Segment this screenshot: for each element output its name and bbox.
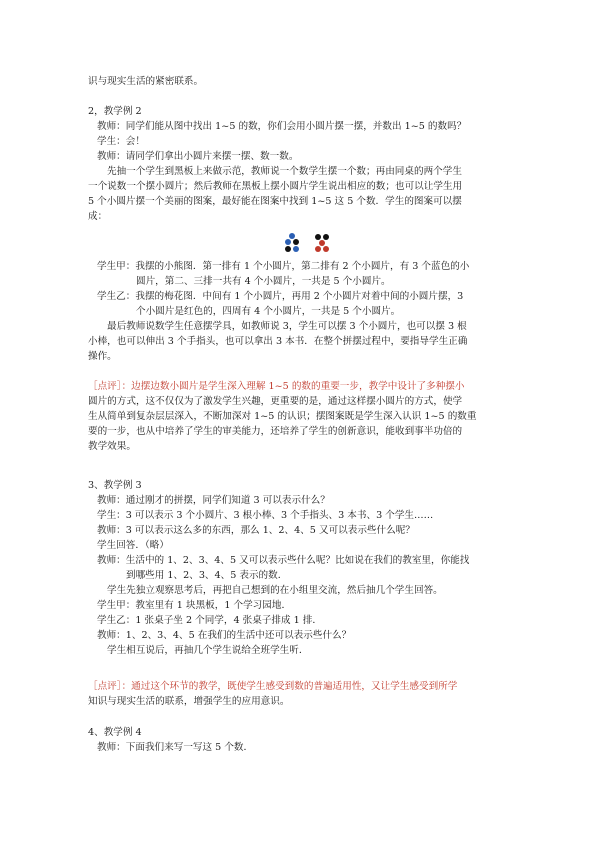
text-line: 教师：生活中的 1、2、3、4、5 又可以表示些什么呢？比如说在我们的教室里，你能找 [97, 555, 470, 566]
plum-flower-pattern [315, 234, 329, 252]
text-line: 教师：1、2、3、4、5 在我们的生活中还可以表示些什么？ [97, 630, 352, 641]
text-line: 要的一步，也从中培养了学生的审美能力，还培养了学生的创新意识，能收到事半功倍的 [88, 426, 463, 437]
text-line: 教师：下面我们来写一写这 5 个数． [97, 742, 254, 753]
disc-pattern-figure [282, 232, 334, 254]
text-line: 学生回答．（略） [97, 540, 169, 551]
text-line: 教师：请同学们拿出小圆片来摆一摆、数一数。 [97, 151, 299, 162]
text-line: 个小圆片是红色的，四周有 4 个小圆片，一共是 5 个小圆片。 [136, 306, 401, 317]
section-heading: 3、教学例 3 [88, 480, 142, 491]
text-line: 学生乙：我摆的梅花图．中间有 1 个小圆片，再用 2 个小圆片对着中间的小圆片摆，3 [97, 291, 464, 302]
section-heading: 4、教学例 4 [88, 727, 142, 738]
text-line: 学生：会！ [97, 136, 145, 147]
text-line: 学生：3 可以表示 3 个小圆片、3 根小棒、3 个手指头、3 本书、3 个学生…… [97, 510, 434, 521]
text-line: 最后教师说数学生任意摆学具，如教师说 3，学生可以摆 3 个小圆片，也可以摆 3 根 [107, 321, 467, 332]
bear-pattern [285, 233, 299, 252]
text-line: 学生乙：1 张桌子坐 2 个同学，4 张桌子排成 1 排． [97, 615, 322, 626]
text-line: 知识与现实生活的联系，增强学生的应用意识。 [88, 696, 290, 707]
text-line: 到哪些用 1、2、3、4、5 表示的数． [126, 570, 288, 581]
text-line: 学生甲：我摆的小熊图．第一排有 1 个小圆片，第二排有 2 个小圆片，有 3 个蓝色的小 [97, 261, 470, 272]
text-line: 5 个小圆片摆一个美丽的图案，最好能在图案中找到 1~5 这 5 个数．学生的图案可以摆 [88, 196, 462, 207]
text-line: 教学效果。 [88, 441, 136, 452]
text-line: 操作。 [88, 351, 117, 362]
text-line: 识与现实生活的紧密联系。 [88, 76, 204, 87]
section-heading: 2，教学例 2 [88, 106, 142, 117]
text-line: 生从简单到复杂层层深入，不断加深对 1~5 的认识；摆图案既是学生深入认识 1~5 的数重 [88, 411, 477, 422]
text-line: 学生甲：教室里有 1 块黑板，1 个学习园地． [97, 600, 292, 611]
text-line: 学生先独立观察思考后，再把自己想到的在小组里交流，然后抽几个学生回答。 [107, 585, 443, 596]
text-line: 学生相互说后，再抽几个学生说给全班学生听． [107, 645, 309, 656]
text-line: 圆片的方式，这不仅仅为了激发学生兴趣，更重要的是，通过这样摆小圆片的方式，使学 [88, 396, 463, 407]
text-line: 先抽一个学生到黑板上来做示范，教师说一个数学生摆一个数；再由同桌的两个学生 [107, 166, 462, 177]
comment-line: ［点评］：通过这个环节的教学，既使学生感受到数的普遍适用性，又让学生感受到所学 [88, 681, 458, 692]
comment-line: ［点评］：边摆边数小圆片是学生深入理解 1~5 的数的重要一步，教学中设计了多种摆小 [88, 381, 465, 392]
text-line: 教师：同学们能从图中找出 1~5 的数，你们会用小圆片摆一摆，并数出 1~5 的数吗？ [97, 121, 467, 132]
text-line: 圆片，第二、三排一共有 4 个小圆片，一共是 5 个小圆片。 [136, 276, 391, 287]
text-line: 成： [88, 211, 108, 222]
text-line: 教师：3 可以表示这么多的东西，那么 1、2、4、5 又可以表示些什么呢？ [97, 525, 415, 536]
text-line: 教师：通过刚才的拼摆，同学们知道 3 可以表示什么？ [97, 495, 330, 506]
text-line: 一个说数一个摆小圆片；然后教师在黑板上摆小圆片学生说出相应的数；也可以让学生用 [88, 181, 463, 192]
text-line: 小棒，也可以伸出 3 个手指头，也可以拿出 3 本书．在整个拼摆过程中，要指导学生正确 [88, 336, 468, 347]
